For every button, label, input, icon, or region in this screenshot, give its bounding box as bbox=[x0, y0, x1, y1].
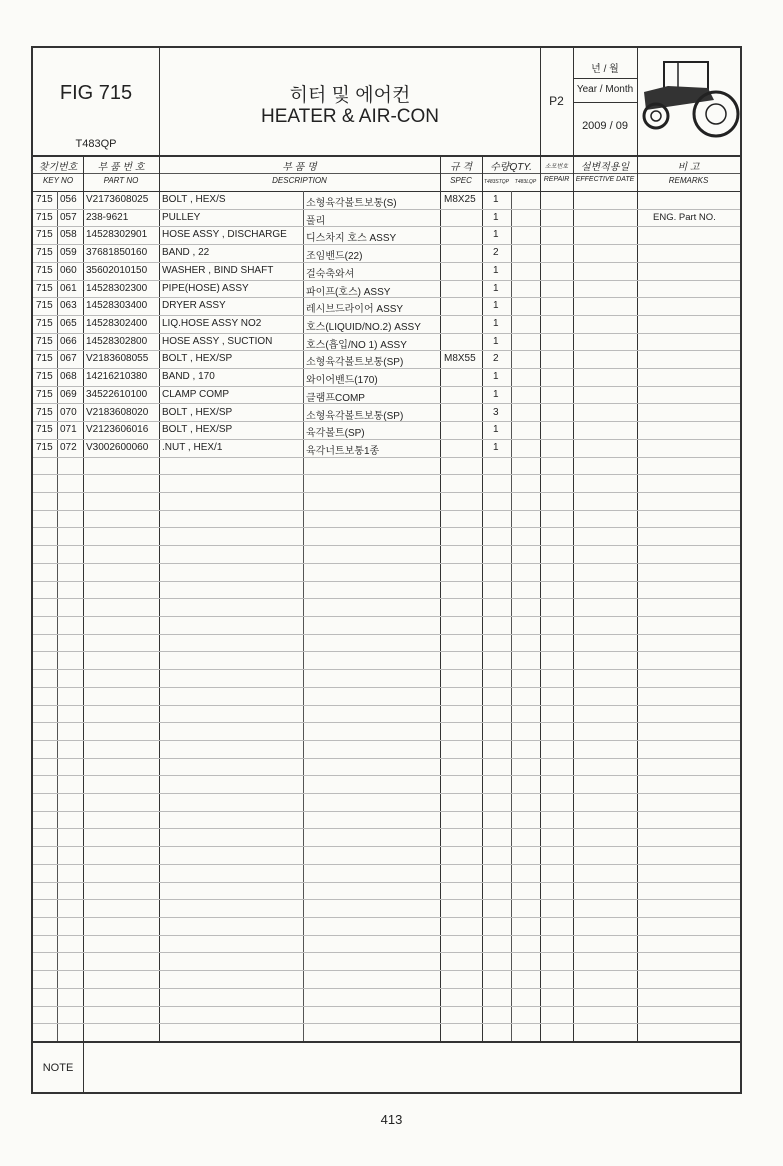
cell-qty: 3 bbox=[493, 406, 499, 418]
cell-key: 066 bbox=[60, 335, 77, 347]
cell-fig: 715 bbox=[36, 264, 53, 276]
cell-desc-en: PIPE(HOSE) ASSY bbox=[162, 282, 249, 294]
year-month-box bbox=[573, 48, 637, 155]
year-month-value: 2009 / 09 bbox=[582, 120, 628, 132]
cell-desc-kr: 호스(흡입/NO 1) ASSY bbox=[306, 339, 407, 351]
cell-desc-kr: 소형육각볼트보통(S) bbox=[306, 198, 397, 209]
empty-row bbox=[33, 1006, 740, 1025]
empty-row bbox=[33, 1023, 740, 1042]
fig-number: FIG 715 bbox=[59, 82, 133, 104]
table-row bbox=[33, 421, 740, 440]
empty-row bbox=[33, 846, 740, 865]
cell-qty: 1 bbox=[493, 424, 499, 436]
cell-fig: 715 bbox=[36, 247, 53, 259]
table-row bbox=[33, 280, 740, 299]
cell-desc-kr: 육각볼트(SP) bbox=[306, 428, 365, 440]
table-row bbox=[33, 297, 740, 316]
empty-row bbox=[33, 935, 740, 954]
cell-part: V2173608025 bbox=[86, 194, 149, 205]
cell-desc-en: WASHER , BIND SHAFT bbox=[162, 264, 274, 276]
empty-row bbox=[33, 581, 740, 600]
empty-row bbox=[33, 988, 740, 1007]
cell-desc-en: LIQ.HOSE ASSY NO2 bbox=[162, 317, 262, 329]
table-row bbox=[33, 439, 740, 458]
cell-qty: 1 bbox=[493, 300, 499, 312]
cell-qty: 1 bbox=[493, 371, 499, 383]
cell-fig: 715 bbox=[36, 300, 53, 312]
page-title bbox=[160, 48, 540, 155]
cell-qty: 1 bbox=[493, 211, 499, 223]
cell-fig: 715 bbox=[36, 388, 53, 400]
col-key: 찾기번호 KEY NO bbox=[38, 162, 78, 185]
cell-desc-en: CLAMP COMP bbox=[162, 388, 230, 400]
cell-qty: 1 bbox=[493, 194, 499, 205]
cell-qty: 1 bbox=[493, 441, 499, 453]
table-row bbox=[33, 191, 740, 210]
title-korean: 히터 및 에어컨 bbox=[289, 85, 411, 106]
table-row bbox=[33, 350, 740, 369]
empty-row bbox=[33, 545, 740, 564]
cell-desc-en: .NUT , HEX/1 bbox=[162, 441, 223, 453]
table-row bbox=[33, 262, 740, 281]
cell-desc-en: BOLT , HEX/SP bbox=[162, 424, 233, 436]
cell-fig: 715 bbox=[36, 229, 53, 241]
cell-fig: 715 bbox=[36, 371, 53, 383]
cell-desc-en: HOSE ASSY , DISCHARGE bbox=[162, 229, 287, 241]
page-number: 413 bbox=[380, 1112, 403, 1127]
cell-fig: 715 bbox=[36, 317, 53, 329]
cell-desc-kr: 레시브드라이어 ASSY bbox=[306, 304, 404, 316]
cell-key: 059 bbox=[60, 247, 77, 259]
tractor-icon bbox=[638, 48, 740, 155]
empty-row bbox=[33, 811, 740, 830]
empty-row bbox=[33, 829, 740, 848]
cell-desc-en: BAND , 22 bbox=[162, 247, 210, 259]
empty-row bbox=[33, 563, 740, 582]
cell-qty: 1 bbox=[493, 317, 499, 329]
title-english: HEATER & AIR-CON bbox=[260, 106, 440, 127]
empty-row bbox=[33, 598, 740, 617]
cell-part: 238-9621 bbox=[86, 211, 129, 223]
cell-key: 061 bbox=[60, 282, 77, 294]
empty-row bbox=[33, 775, 740, 794]
cell-desc-kr: 조임밴드(22) bbox=[306, 251, 363, 263]
cell-key: 058 bbox=[60, 229, 77, 241]
table-row bbox=[33, 315, 740, 334]
column-headers bbox=[33, 155, 740, 192]
empty-row bbox=[33, 492, 740, 511]
cell-desc-en: PULLEY bbox=[162, 211, 201, 223]
cell-part: V2183608020 bbox=[86, 406, 149, 418]
cell-qty: 1 bbox=[493, 229, 499, 241]
cell-fig: 715 bbox=[36, 424, 53, 436]
empty-row bbox=[33, 758, 740, 777]
table-row bbox=[33, 368, 740, 387]
table-row bbox=[33, 209, 740, 228]
note-label: NOTE bbox=[42, 1062, 74, 1074]
empty-row bbox=[33, 634, 740, 653]
cell-part: V2183608055 bbox=[86, 353, 149, 365]
cell-part: 14528302300 bbox=[86, 282, 148, 294]
empty-row bbox=[33, 705, 740, 724]
cell-qty: 1 bbox=[493, 388, 499, 400]
model-code: T483QP bbox=[75, 138, 117, 150]
cell-key: 071 bbox=[60, 424, 77, 436]
cell-desc-en: BOLT , HEX/SP bbox=[162, 406, 233, 418]
empty-row bbox=[33, 616, 740, 635]
fig-box bbox=[33, 48, 159, 155]
cell-fig: 715 bbox=[36, 211, 53, 223]
empty-row bbox=[33, 970, 740, 989]
empty-row bbox=[33, 651, 740, 670]
cell-desc-en: BAND , 170 bbox=[162, 371, 215, 383]
table-row bbox=[33, 244, 740, 263]
cell-desc-en: HOSE ASSY , SUCTION bbox=[162, 335, 273, 347]
cell-fig: 715 bbox=[36, 335, 53, 347]
cell-part: V3002600060 bbox=[86, 441, 149, 453]
cell-part: 14216210380 bbox=[86, 371, 148, 383]
cell-part: 14528302800 bbox=[86, 335, 148, 347]
header bbox=[33, 48, 740, 157]
col-spec: 규 격 SPEC bbox=[449, 162, 473, 185]
cell-desc-en: BOLT , HEX/SP bbox=[162, 353, 233, 365]
cell-desc-kr: 풀리 bbox=[306, 215, 326, 227]
cell-key: 067 bbox=[60, 353, 77, 365]
cell-part: 14528303400 bbox=[86, 300, 148, 312]
empty-row bbox=[33, 722, 740, 741]
table-row bbox=[33, 386, 740, 405]
col-description: 부 품 명 DESCRIPTION bbox=[272, 162, 327, 185]
empty-row bbox=[33, 952, 740, 971]
cell-fig: 715 bbox=[36, 406, 53, 418]
cell-fig: 715 bbox=[36, 353, 53, 365]
parts-list-frame bbox=[31, 46, 742, 1094]
empty-row bbox=[33, 510, 740, 529]
empty-row bbox=[33, 457, 740, 476]
cell-desc-kr: 육각너트보통1종 bbox=[306, 445, 380, 457]
cell-key: 065 bbox=[60, 317, 77, 329]
empty-row bbox=[33, 527, 740, 546]
col-repair: 소모번호 REPAIR bbox=[543, 164, 570, 183]
cell-fig: 715 bbox=[36, 282, 53, 294]
cell-remarks: ENG. Part NO. bbox=[653, 211, 716, 223]
parts-table bbox=[33, 191, 740, 1041]
col-qty: 수량QTY. T483STQP T483LQP bbox=[483, 162, 537, 185]
cell-fig: 715 bbox=[36, 194, 53, 205]
year-month-kr: 년 / 월 bbox=[591, 64, 619, 75]
empty-row bbox=[33, 864, 740, 883]
cell-key: 056 bbox=[60, 194, 77, 205]
table-row bbox=[33, 226, 740, 245]
cell-desc-kr: 걸숙축와셔 bbox=[306, 268, 355, 280]
cell-qty: 1 bbox=[493, 282, 499, 294]
empty-row bbox=[33, 687, 740, 706]
page-code: P2 bbox=[549, 94, 564, 108]
cell-part: 37681850160 bbox=[86, 247, 148, 259]
cell-desc-kr: 소형육각볼트보통(SP) bbox=[306, 357, 404, 369]
cell-part: V2123606016 bbox=[86, 424, 149, 436]
cell-desc-kr: 클램프COMP bbox=[306, 392, 365, 404]
empty-row bbox=[33, 669, 740, 688]
empty-row bbox=[33, 793, 740, 812]
cell-key: 063 bbox=[60, 300, 77, 312]
cell-desc-en: BOLT , HEX/S bbox=[162, 194, 226, 205]
cell-qty: 2 bbox=[493, 247, 499, 259]
cell-part: 14528302901 bbox=[86, 229, 148, 241]
cell-desc-kr: 디스차지 호스 ASSY bbox=[306, 233, 397, 245]
cell-key: 057 bbox=[60, 211, 77, 223]
cell-key: 060 bbox=[60, 264, 77, 276]
year-month-en: Year / Month bbox=[576, 84, 634, 95]
empty-row bbox=[33, 740, 740, 759]
cell-fig: 715 bbox=[36, 441, 53, 453]
empty-row bbox=[33, 917, 740, 936]
cell-part: 14528302400 bbox=[86, 317, 148, 329]
col-remarks: 비 고 REMARKS bbox=[668, 162, 709, 185]
cell-key: 070 bbox=[60, 406, 77, 418]
table-row bbox=[33, 333, 740, 352]
cell-part: 35602010150 bbox=[86, 264, 148, 276]
cell-desc-kr: 파이프(호스) ASSY bbox=[306, 286, 391, 298]
empty-row bbox=[33, 882, 740, 901]
note-box bbox=[33, 1041, 740, 1094]
cell-key: 072 bbox=[60, 441, 77, 453]
cell-desc-kr: 와이어밴드(170) bbox=[306, 375, 378, 387]
empty-row bbox=[33, 474, 740, 493]
cell-qty: 1 bbox=[493, 335, 499, 347]
col-effective-date: 설변적용일 EFFECTIVE DATE bbox=[575, 162, 635, 183]
cell-qty: 1 bbox=[493, 264, 499, 276]
cell-key: 069 bbox=[60, 388, 77, 400]
empty-row bbox=[33, 899, 740, 918]
cell-spec: M8X55 bbox=[444, 353, 476, 365]
col-part: 부 품 번 호 PART NO bbox=[97, 162, 145, 185]
cell-desc-kr: 호스(LIQUID/NO.2) ASSY bbox=[306, 321, 421, 333]
cell-part: 34522610100 bbox=[86, 388, 148, 400]
cell-spec: M8X25 bbox=[444, 194, 476, 205]
cell-qty: 2 bbox=[493, 353, 499, 365]
cell-key: 068 bbox=[60, 371, 77, 383]
table-row bbox=[33, 404, 740, 423]
cell-desc-kr: 소형육각볼트보통(SP) bbox=[306, 410, 404, 422]
cell-desc-en: DRYER ASSY bbox=[162, 300, 226, 312]
